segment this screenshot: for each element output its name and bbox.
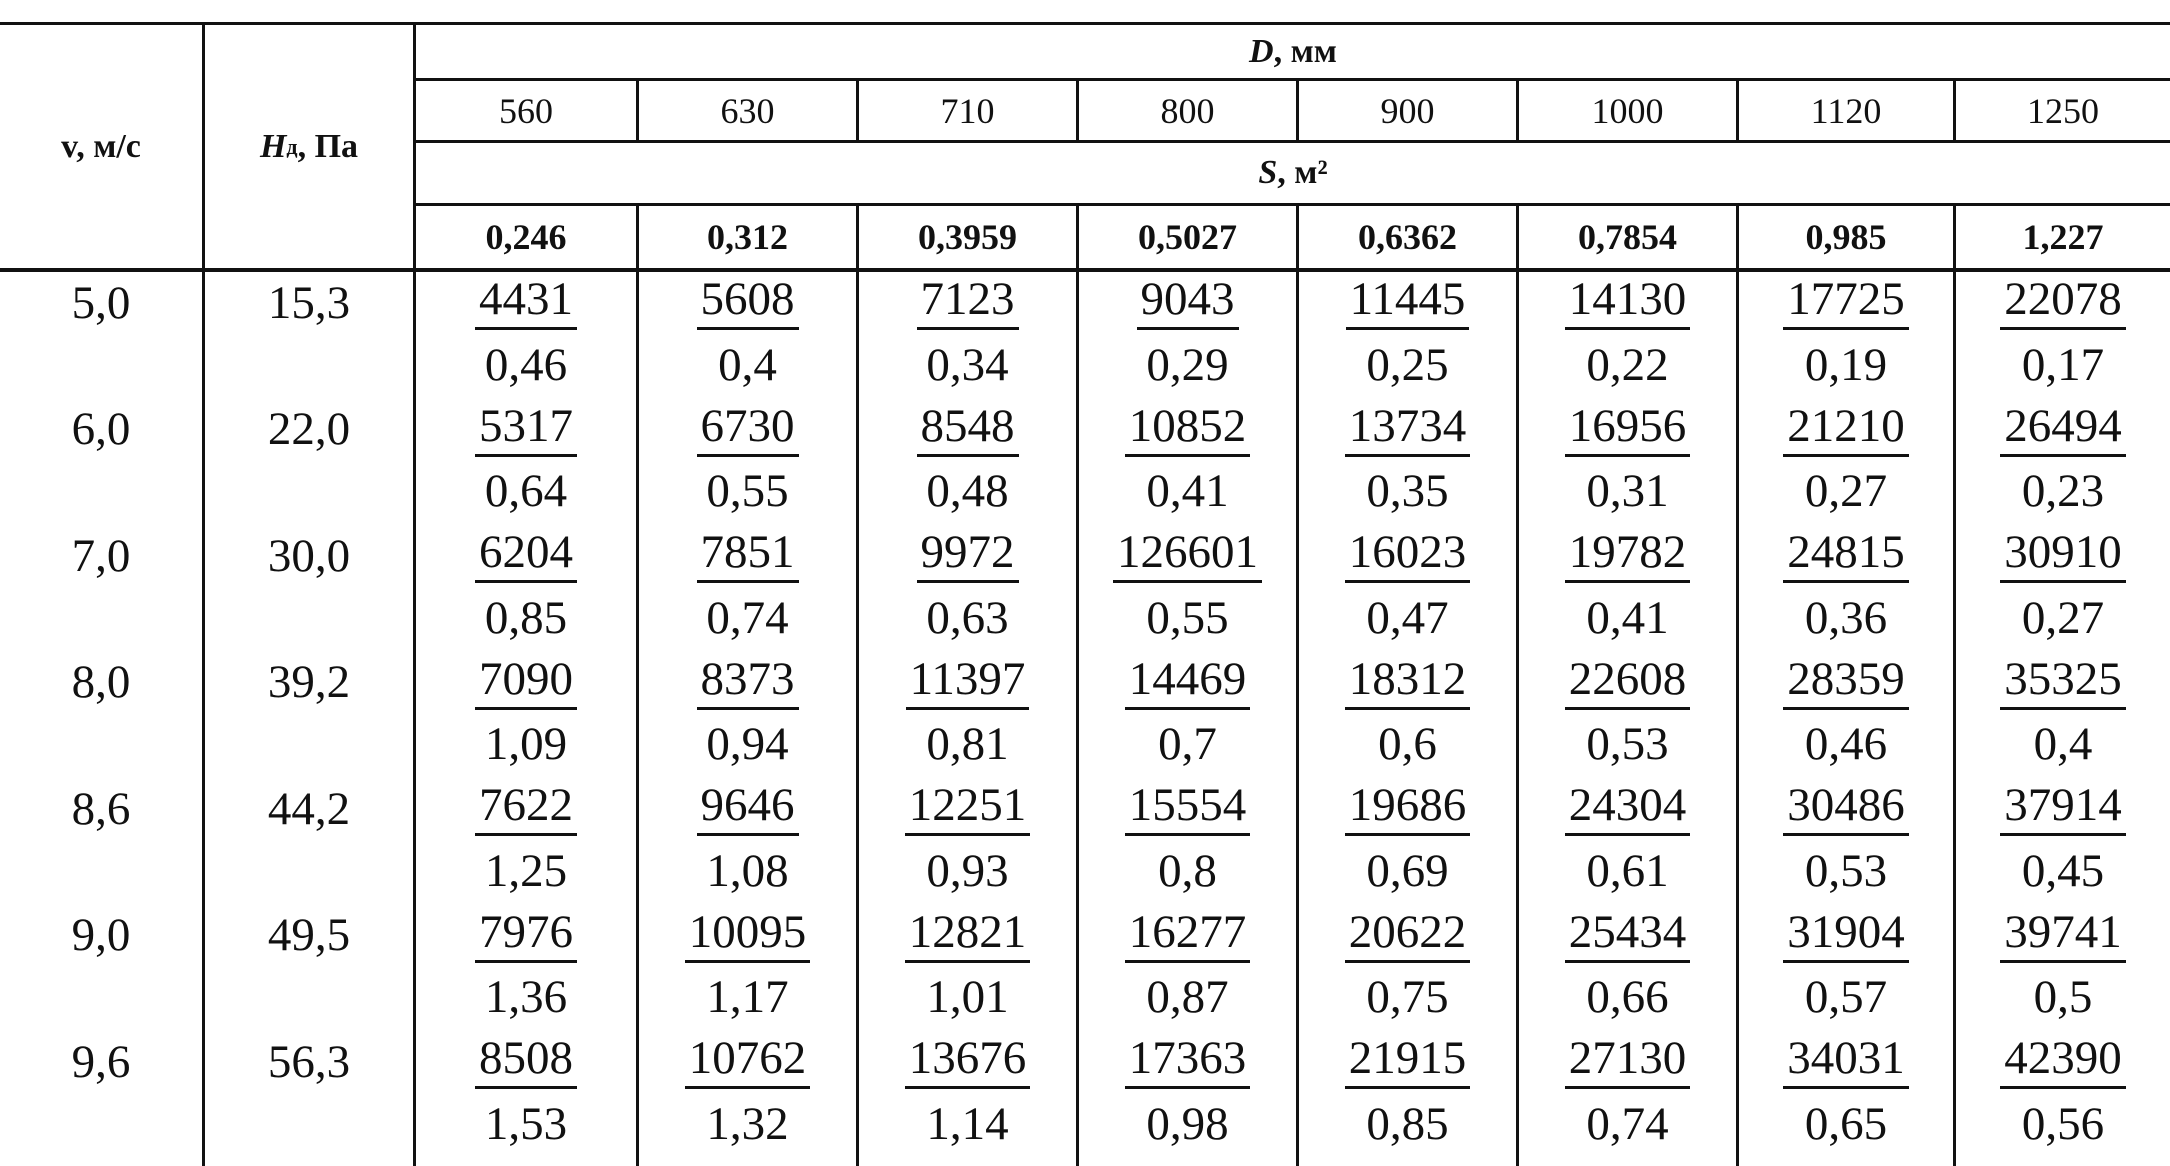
airflow-value [859,652,1076,714]
airflow-value [1739,525,1953,587]
coefficient-value: 0,35 [1366,465,1449,517]
coefficient-value: 1,36 [484,971,568,1023]
airflow-value-value: 9043 [1137,276,1239,330]
diameter-1120: 1120 [1810,90,1882,131]
airflow-value [1519,1031,1736,1093]
area-cell: 1,227 [2022,217,2104,257]
airflow-value [1956,1031,2170,1093]
coefficient-value: 0,64 [484,465,568,517]
airflow-value-value: 15554 [1125,782,1251,836]
airflow-value [1519,652,1736,714]
coefficient-value: 0,6 [1378,718,1437,770]
area-cell: 0,312 [707,217,788,257]
coefficient-value: 1,14 [926,1097,1009,1150]
airflow-value-value: 12251 [905,782,1031,836]
diameter-1000: 1000 [1591,90,1664,131]
diameter-header [416,25,2170,78]
coefficient-value: 0,27 [2021,591,2105,644]
airflow-value-value: 14130 [1565,276,1691,330]
diameter-unit: , мм [1273,32,1337,70]
coefficient-value: 0,47 [1366,591,1449,644]
airflow-value [1299,272,1516,334]
airflow-value [1079,272,1296,334]
airflow-value-value: 5317 [475,403,577,457]
coefficient-value: 0,61 [1586,844,1669,897]
airflow-value [639,525,856,587]
coefficient-value: 0,53 [1804,844,1888,897]
airflow-value-value: 8508 [475,1035,577,1089]
airflow-value [1956,525,2170,587]
airflow-value-value: 27130 [1565,1035,1691,1089]
velocity-header [0,25,202,268]
airflow-value-value: 16956 [1565,403,1691,457]
airflow-value-value: 37914 [2000,782,2126,836]
coefficient-value: 1,25 [484,844,568,897]
airflow-value-value: 7123 [917,276,1019,330]
airflow-value [1739,778,1953,840]
airflow-value [1299,1031,1516,1093]
airflow-value [1299,525,1516,587]
pressure-value: 49,5 [267,909,351,961]
airflow-value [416,272,636,334]
coefficient-value: 1,17 [706,971,789,1023]
diameter-900: 900 [1380,90,1435,131]
coefficient-value: 0,87 [1146,971,1229,1023]
airflow-value [1079,905,1296,967]
airflow-value [639,1031,856,1093]
diameter-symbol: D [1249,32,1274,70]
area-cell: 0,3959 [918,217,1017,257]
airflow-value [1739,1031,1953,1093]
airflow-value-value: 30486 [1783,782,1909,836]
coefficient-value: 0,57 [1804,971,1888,1023]
coefficient-value: 1,53 [484,1097,568,1150]
airflow-value [1956,905,2170,967]
airflow-value [1079,1031,1296,1093]
velocity-value: 7,0 [71,529,131,582]
coefficient-value: 0,27 [1804,465,1888,517]
coefficient-value: 0,55 [706,465,789,517]
airflow-value-value: 11445 [1346,276,1470,330]
area-cell: 0,246 [485,217,567,257]
area-header [416,143,2170,203]
airflow-value [859,399,1076,461]
coefficient-value: 0,81 [926,718,1009,770]
airflow-value-value: 39741 [2000,909,2126,963]
airflow-value-value: 28359 [1783,656,1909,710]
coefficient-value: 0,98 [1146,1097,1229,1150]
pressure-symbol: H [259,127,287,165]
airflow-value-value: 13734 [1345,403,1471,457]
airflow-value-value: 8548 [917,403,1019,457]
airflow-value-value: 14469 [1125,656,1251,710]
airflow-value-value: 31904 [1783,909,1909,963]
airflow-value [416,525,636,587]
coefficient-value: 0,69 [1366,844,1449,897]
airflow-value-value: 7090 [475,656,577,710]
airflow-value [1299,778,1516,840]
coefficient-value: 0,41 [1146,465,1229,517]
airflow-value-value: 22078 [2000,276,2126,330]
airflow-value [859,272,1076,334]
pressure-value: 44,2 [267,782,351,835]
airflow-value [1739,905,1953,967]
airflow-value [639,905,856,967]
airflow-value [1739,399,1953,461]
airflow-value [1079,652,1296,714]
velocity-value: 5,0 [71,276,131,329]
airflow-value [1079,525,1296,587]
coefficient-value: 0,93 [926,844,1009,897]
area-cell: 0,7854 [1578,217,1677,257]
coefficient-value: 1,09 [484,718,568,770]
coefficient-value: 0,53 [1586,718,1669,770]
velocity-value: 9,6 [71,1035,131,1088]
airflow-value-value: 11397 [906,656,1030,710]
airflow-value-value: 42390 [2000,1035,2126,1089]
airflow-value-value: 22608 [1565,656,1691,710]
airflow-value [859,525,1076,587]
airflow-value-value: 6204 [475,529,577,583]
coefficient-value: 1,32 [706,1097,789,1150]
area-unit: , м² [1277,154,1328,191]
airflow-value-value: 24815 [1783,529,1909,583]
airflow-value [1299,652,1516,714]
airflow-value-value: 35325 [2000,656,2126,710]
diameter-1250: 1250 [2027,90,2099,131]
coefficient-value: 0,63 [926,591,1009,644]
airflow-value [1956,399,2170,461]
airflow-value [639,652,856,714]
airflow-value [859,905,1076,967]
pressure-subscript: д [286,133,298,159]
airflow-value-value: 34031 [1783,1035,1909,1089]
airflow-value-value: 17725 [1783,276,1909,330]
airflow-value [1519,399,1736,461]
airflow-value-value: 9646 [697,782,799,836]
airflow-value-value: 9972 [917,529,1019,583]
coefficient-value: 0,17 [2021,338,2105,391]
velocity-value: 6,0 [71,403,131,455]
pressure-value: 39,2 [267,656,351,708]
diameter-800: 800 [1160,90,1215,131]
velocity-value: 8,0 [71,656,131,708]
coefficient-value: 0,5 [2033,971,2093,1023]
airflow-value-value: 6730 [697,403,799,457]
pressure-value: 30,0 [267,529,351,582]
pressure-value: 56,3 [267,1035,351,1088]
coefficient-value: 0,23 [2021,465,2105,517]
airflow-value [639,399,856,461]
velocity-value: 8,6 [71,782,131,835]
area-cell: 0,985 [1805,217,1887,257]
coefficient-value: 0,75 [1366,971,1449,1023]
airflow-value-value: 21915 [1345,1035,1471,1089]
coefficient-value: 0,34 [926,338,1009,391]
coefficient-value: 1,08 [706,844,789,897]
airflow-value [1299,399,1516,461]
diameter-560: 560 [499,90,553,131]
area-symbol: S [1258,154,1278,191]
airflow-value [1519,525,1736,587]
coefficient-value: 0,85 [1366,1097,1449,1150]
airflow-value [1519,778,1736,840]
airflow-value [1519,272,1736,334]
airflow-value [639,778,856,840]
coefficient-value: 0,19 [1804,338,1888,391]
airflow-value [859,1031,1076,1093]
coefficient-value: 0,4 [2033,718,2093,770]
airflow-value-value: 18312 [1345,656,1471,710]
diameter-630: 630 [720,90,775,131]
coefficient-value: 1,01 [926,971,1009,1023]
coefficient-value: 0,8 [1158,844,1217,897]
airflow-value-value: 126601 [1113,529,1262,583]
airflow-value-value: 5608 [697,276,799,330]
pressure-unit: , Па [297,127,359,165]
airflow-value-value: 8373 [697,656,799,710]
airflow-value [416,652,636,714]
airflow-value-value: 24304 [1565,782,1691,836]
coefficient-value: 0,66 [1586,971,1669,1023]
airflow-value [1739,652,1953,714]
airflow-value-value: 30910 [2000,529,2126,583]
coefficient-value: 0,94 [706,718,789,770]
coefficient-value: 0,46 [1804,718,1888,770]
airflow-value-value: 10095 [685,909,811,963]
airflow-value [416,905,636,967]
area-cell: 0,6362 [1358,217,1457,257]
coefficient-value: 0,31 [1586,465,1669,517]
airflow-value-value: 13676 [905,1035,1031,1089]
coefficient-value: 0,7 [1158,718,1217,770]
airflow-value [416,399,636,461]
airflow-value [416,778,636,840]
airflow-value [859,778,1076,840]
airflow-value-value: 26494 [2000,403,2126,457]
velocity-header-label: v, м/с [61,127,141,165]
pressure-header [205,25,413,268]
airflow-value-value: 25434 [1565,909,1691,963]
airflow-value-value: 7976 [475,909,577,963]
coefficient-value: 0,55 [1146,591,1229,644]
airflow-value-value: 10852 [1125,403,1251,457]
pressure-value: 22,0 [267,403,351,455]
coefficient-value: 0,4 [718,338,777,391]
airflow-value-value: 16277 [1125,909,1251,963]
airflow-value [1519,905,1736,967]
coefficient-value: 0,45 [2021,844,2105,897]
coefficient-value: 0,25 [1366,338,1449,391]
airflow-value [1079,399,1296,461]
airflow-value-value: 4431 [475,276,577,330]
coefficient-value: 0,41 [1586,591,1669,644]
coefficient-value: 0,46 [484,338,568,391]
airflow-value [1299,905,1516,967]
coefficient-value: 0,74 [1586,1097,1669,1150]
velocity-value: 9,0 [71,909,131,961]
airflow-value [1079,778,1296,840]
airflow-value-value: 21210 [1783,403,1909,457]
airflow-value-value: 7851 [697,529,799,583]
airflow-value-value: 16023 [1345,529,1471,583]
diameter-710: 710 [940,90,995,131]
airflow-value-value: 12821 [905,909,1031,963]
airflow-value [1956,272,2170,334]
airflow-value [416,1031,636,1093]
airflow-value [1956,652,2170,714]
airflow-value-value: 10762 [685,1035,811,1089]
coefficient-value: 0,29 [1146,338,1229,391]
airflow-value-value: 7622 [475,782,577,836]
airflow-value-value: 20622 [1345,909,1471,963]
coefficient-value: 0,22 [1586,338,1669,391]
airflow-value [1739,272,1953,334]
coefficient-value: 0,48 [926,465,1009,517]
airflow-value [1956,778,2170,840]
area-cell: 0,5027 [1138,217,1237,257]
coefficient-value: 0,36 [1804,591,1888,644]
coefficient-value: 0,85 [484,591,568,644]
airflow-value [639,272,856,334]
airflow-value-value: 19782 [1565,529,1691,583]
coefficient-value: 0,74 [706,591,789,644]
coefficient-value: 0,65 [1804,1097,1888,1150]
airflow-value-value: 19686 [1345,782,1471,836]
airflow-value-value: 17363 [1125,1035,1251,1089]
coefficient-value: 0,56 [2021,1097,2105,1150]
pressure-value: 15,3 [267,276,351,329]
